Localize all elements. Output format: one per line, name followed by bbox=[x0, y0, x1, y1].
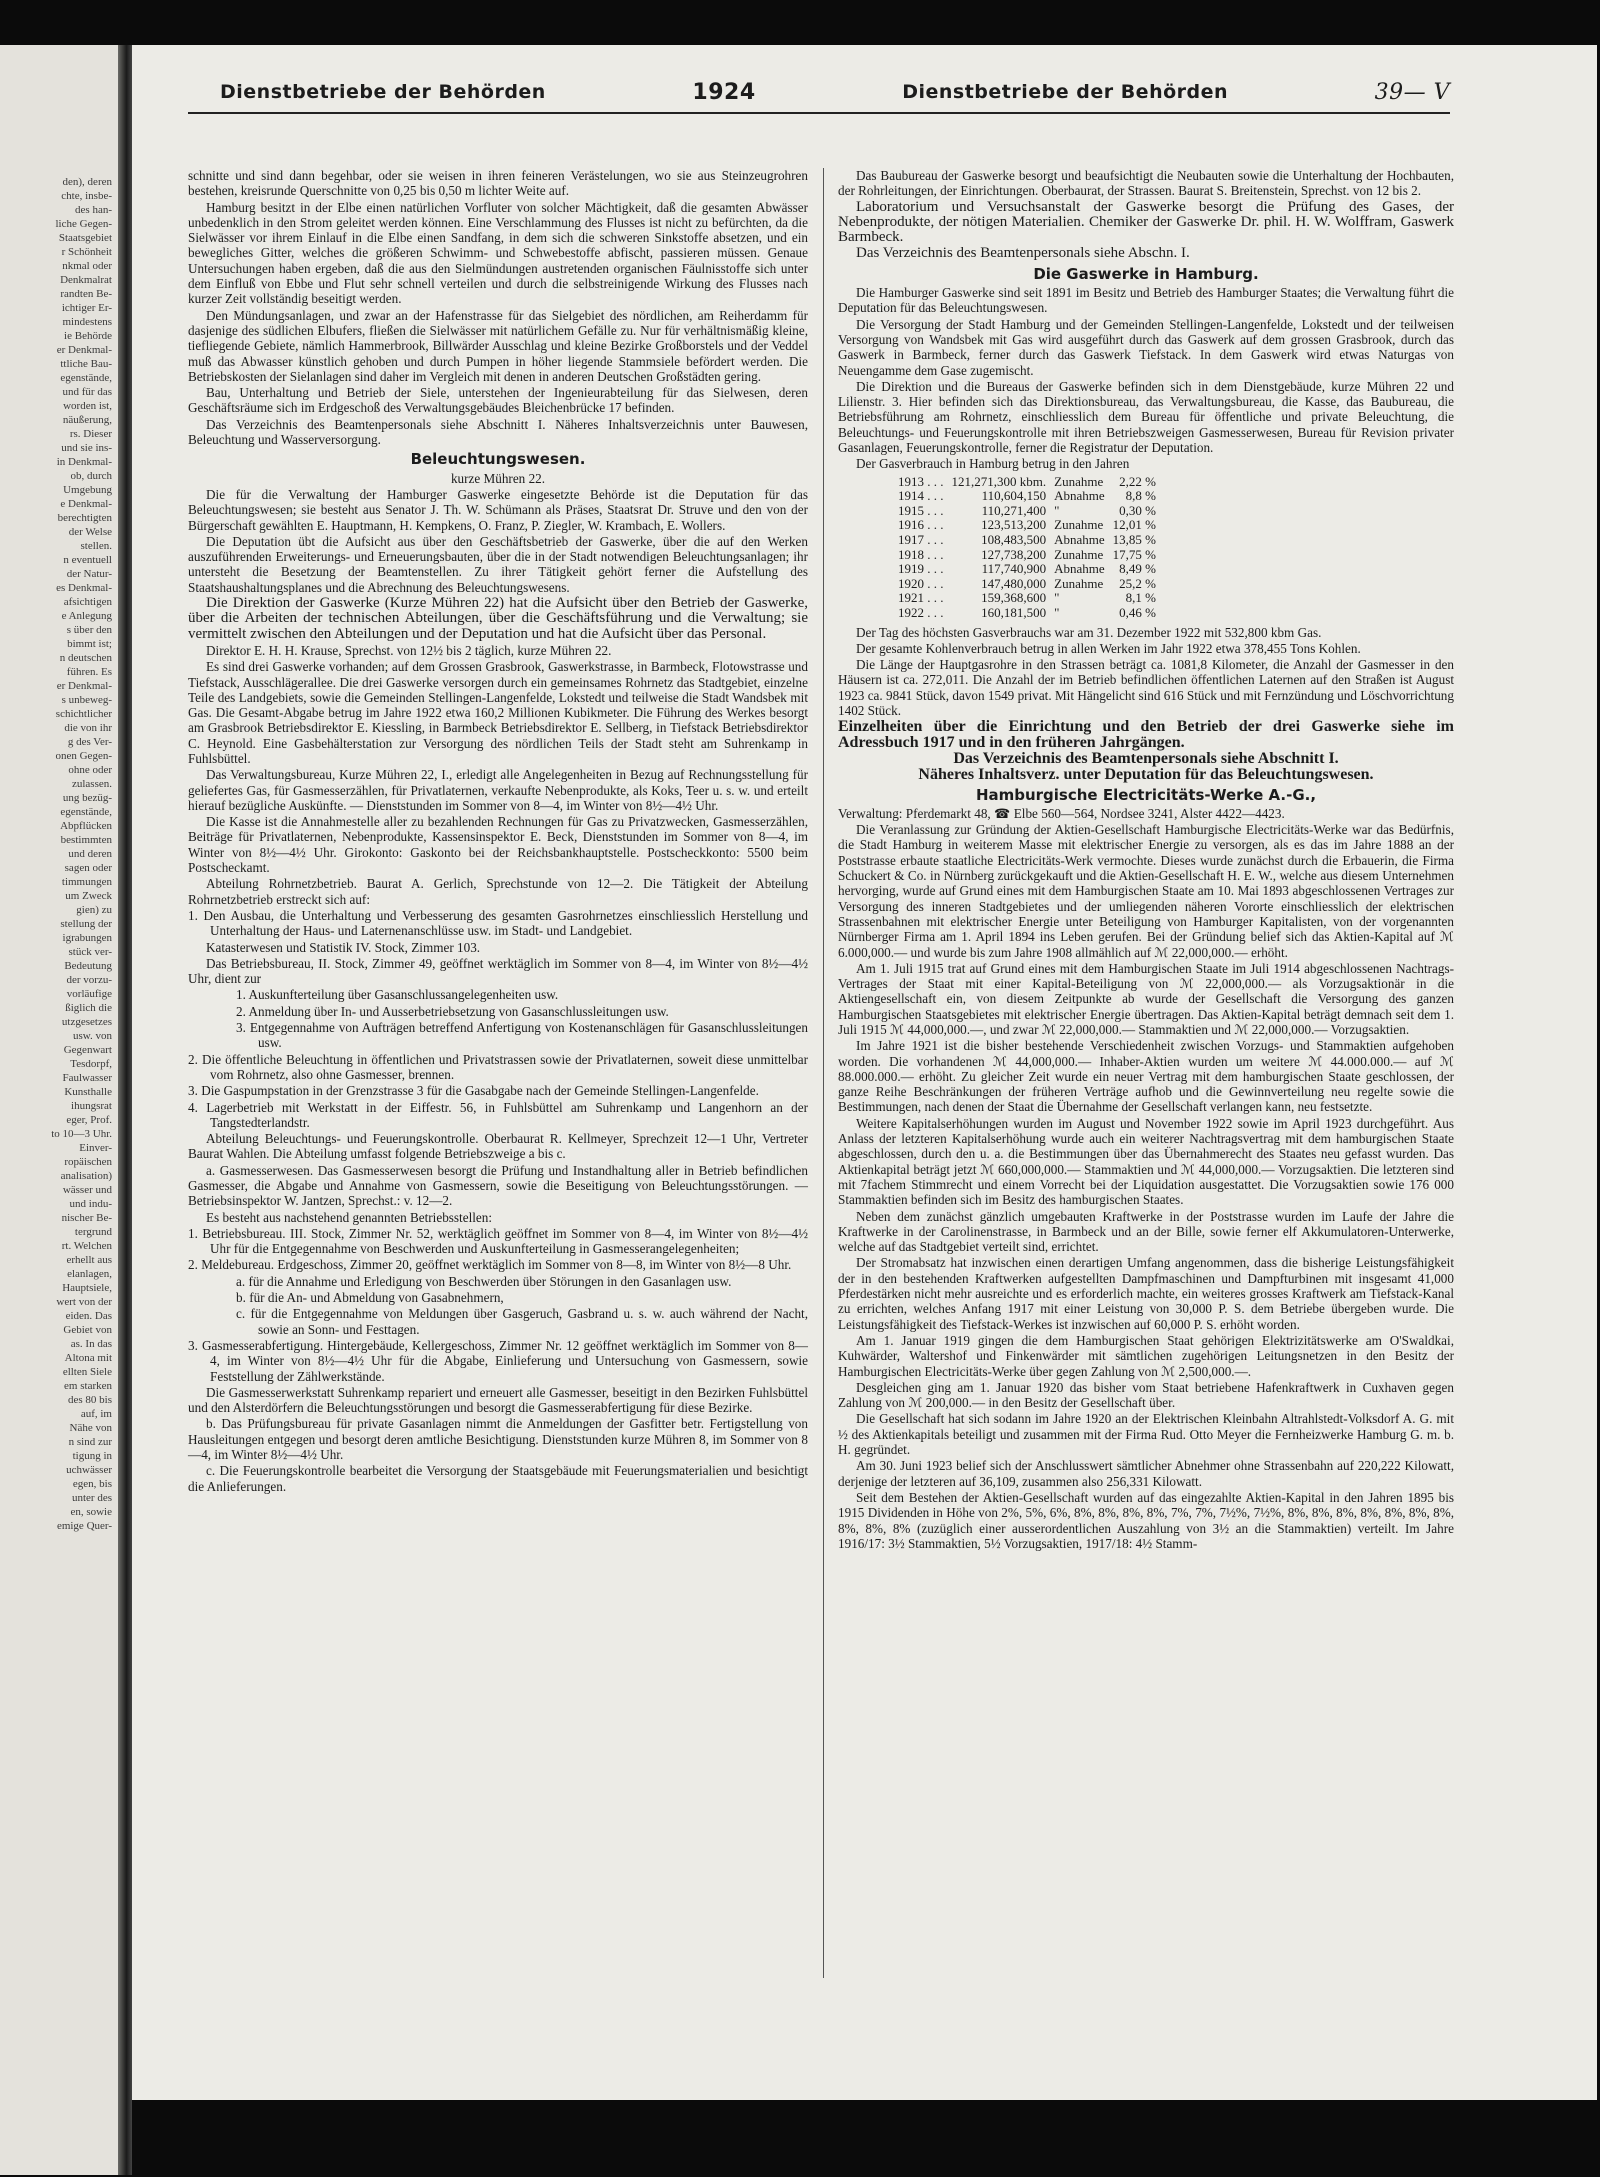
table-row bbox=[898, 489, 1164, 504]
adjacent-page-line: Umgebung bbox=[63, 484, 112, 496]
adjacent-page-line: ttliche Bau- bbox=[60, 358, 112, 370]
adjacent-page-line: r Schönheit bbox=[61, 246, 112, 258]
adjacent-page-line: erhellt aus bbox=[66, 1254, 112, 1266]
change-direction-cell: " bbox=[1054, 502, 1060, 518]
adjacent-page-line: rt. Welchen bbox=[61, 1240, 112, 1252]
adjacent-page-line: tergrund bbox=[74, 1226, 112, 1238]
adjacent-page-line: eiden. Das bbox=[65, 1310, 112, 1322]
year-cell: 1916 . . . bbox=[898, 517, 944, 533]
change-direction-cell: Zunahme bbox=[1054, 546, 1104, 562]
adjacent-page-line: egenstände, bbox=[60, 806, 112, 818]
adjacent-page-line: stellung der bbox=[60, 918, 112, 930]
change-percent-cell: 8,8 % bbox=[1125, 488, 1157, 504]
year-cell: 1919 . . . bbox=[898, 561, 944, 577]
change-direction-cell: Zunahme bbox=[1054, 575, 1104, 591]
adjacent-page-line: der vorzu- bbox=[66, 974, 112, 986]
adjacent-page-line: den), deren bbox=[62, 176, 112, 188]
adjacent-page-line: Nähe von bbox=[69, 1422, 112, 1434]
adjacent-page-line: Gegenwart bbox=[63, 1044, 112, 1056]
list-item: 4. Lagerbetrieb mit Werkstatt in der Eiffestr. 56, in Fuhlsbüttel am Suhrenkamp und Langenhorn an der Tangstedterlandstr. bbox=[188, 1099, 808, 1130]
section-heading-gaswerke: Die Gaswerke in Hamburg. bbox=[1033, 264, 1259, 283]
adjacent-page-line: mindestens bbox=[62, 316, 112, 328]
change-direction-cell: " bbox=[1054, 590, 1060, 606]
adjacent-page-line: Abpflücken bbox=[60, 820, 112, 832]
list-item: c. für die Entgegennahme von Meldungen über Gasgeruch, Gasbrand u. s. w. auch während der Nacht, sowie an Sonn- und Festtagen. bbox=[236, 1306, 808, 1337]
list-item: 1. Den Ausbau, die Unterhaltung und Verbesserung des gesamten Gasrohrnetzes einschliesslich Herstellung und Unterhaltung der Haus- und Laternenanschlüsse usw. im Stadt- und Landgebiet. bbox=[188, 907, 808, 939]
adjacent-page-line: egen, bis bbox=[72, 1478, 112, 1490]
adjacent-page-line: nischer Be- bbox=[61, 1212, 112, 1224]
adjacent-page-line: auf, im bbox=[80, 1408, 112, 1420]
adjacent-page-line: ellten Siele bbox=[62, 1366, 112, 1378]
table-row bbox=[898, 577, 1164, 592]
header-right-title: Dienstbetriebe der Behörden bbox=[902, 81, 1229, 103]
adjacent-page-line: sagen oder bbox=[64, 862, 112, 874]
change-percent-cell: 12,01 % bbox=[1112, 517, 1157, 533]
change-direction-cell: Zunahme bbox=[1054, 473, 1104, 489]
table-row bbox=[898, 504, 1164, 519]
adjacent-page-line: Tesdorpf, bbox=[70, 1058, 112, 1070]
change-percent-cell: 25,2 % bbox=[1119, 575, 1157, 591]
adjacent-page-line: nkmal oder bbox=[62, 260, 112, 272]
adjacent-page-line: unter des bbox=[71, 1492, 112, 1504]
adjacent-page-line: er Denkmal- bbox=[56, 680, 112, 692]
adjacent-page-line: und indu- bbox=[69, 1198, 112, 1210]
adjacent-page-line: ihungsrat bbox=[71, 1100, 112, 1112]
paragraph: Seit dem Bestehen der Aktien-Gesellschaft wurden auf das eingezahlte Aktien-Kapital in den Jahren 1895 bis 1915 Dividenden in Höhe von 2%, 5%, 6%, 8%, 8%, 8%, 8%, 7%, 7%, 7½%, 7½%, 8%, 8%, 8%, 8%, 8%, 8%, 8%, 8%, 8%, 8% (zuzüglich einer ausserordentlichen Auszahlung von 3½ an die Stammaktien) verteilt. Im Jahre 1916/17: 3½ Stammaktien, 5½ Vorzugsaktien, 1917/18: 4½ Stamm- bbox=[838, 1489, 1454, 1551]
value-cell: 121,271,300 kbm. bbox=[951, 473, 1047, 489]
list-item: 1. Auskunfterteilung über Gasanschlussangelegenheiten usw. bbox=[236, 987, 559, 1003]
paragraph: Die Direktion und die Bureaus der Gaswerke befinden sich in dem Dienstgebäude, kurze Mühren 22 und Lilienstr. 3. Hier befinden sich das Direktionsbureau, das Verwaltungsbureau, die Kasse, das Baubureau, die Betriebsführung am Rohrnetz, einschliesslich dem Bureau für öffentliche und private Beleuchtung, die Beleuchtungs- und Feuerungskontrolle mit ihren Betriebszweigen Gasmesserwesen, Bureau für Revision privater Gasanlagen, Feuerungskontrolle, ferner die Registratur der Deputation. bbox=[838, 378, 1454, 456]
adjacent-page-line: ropäischen bbox=[64, 1156, 112, 1168]
paragraph: Weitere Kapitalserhöhungen wurden im August und November 1922 sowie im April 1923 durchgeführt. Aus Anlass der letzteren Kapitalserhöhung wurde auch ein weiterer Nachtragsvertrag mit dem hamburgischen Staate abgeschlossen, durch den u. a. die Bestimmungen über das Übernahmerecht des Staates neu gefasst wurden. Das Aktienkapital beträgt jetzt ℳ 660,000,000.— Stammaktien und ℳ 44,000,000.— Vorzugsaktien. Die letzteren sind mit 7fachem Stimmrecht und einem Vorrecht bei der Liquidation ausgestattet. Die Vorzugsaktien sowie 176 000 Stammaktien befinden sich im Besitz des hamburgischen Staates. bbox=[838, 1115, 1454, 1208]
adjacent-page-line: randten Be- bbox=[60, 288, 112, 300]
value-cell: 147,480,000 bbox=[981, 575, 1047, 591]
adjacent-page-line: des han- bbox=[75, 204, 112, 216]
adjacent-page-line: n deutschen bbox=[59, 652, 112, 664]
table-row bbox=[898, 533, 1164, 548]
adjacent-page-line: ohne oder bbox=[68, 764, 112, 776]
adjacent-page-line: eger, Prof. bbox=[66, 1114, 112, 1126]
adjacent-page-line: Gebiet von bbox=[63, 1324, 112, 1336]
adjacent-page-line: wässer und bbox=[62, 1184, 112, 1196]
adjacent-page-line: tigung in bbox=[72, 1450, 112, 1462]
paragraph: Der Tag des höchsten Gasverbrauchs war am 31. Dezember 1922 mit 532,800 kbm Gas. bbox=[856, 624, 1322, 640]
change-percent-cell: 8,1 % bbox=[1125, 590, 1157, 606]
paragraph: Bau, Unterhaltung und Betrieb der Siele, unterstehen der Ingenieurabteilung für das Sielwesen, deren Geschäftsräume sich im Erdgeschoß des Verwaltungsgebäudes Bleichenbrücke 17 befinden. bbox=[188, 385, 808, 416]
adjacent-page-line: afsichtigen bbox=[63, 596, 112, 608]
value-cell: 110,604,150 bbox=[981, 488, 1047, 504]
paragraph: Es sind drei Gaswerke vorhanden; auf dem Grossen Grasbrook, Gaswerkstrasse, in Barmbeck, Flotowstrasse und Tiefstack, Ausschlägerallee. Die drei Gaswerke versorgen durch ein gemeinsames Rohrnetz das Stadtgebiet, einzelne Teile des Landgebiets, sowie die Gemeinden Stellingen-Langenfelde, Lokstedt und teilweise die Stadt Wandsbek mit Gas. Die Gesamt-Abgabe betrug im Jahre 1922 etwa 160,2 Millionen Kubikmeter. Die Führung des Werkes besorgt am Grasbrook Betriebsdirektor E. Kiessling, in Barmbeck Betriebsdirektor E. Sellberg, in Tiefstack Betriebsdirektor C. Heynold. Eine Gasbehälterstation zur Versorgung des nördlichen Teils der Stadt steht am Suhrenkamp in Fuhlsbüttel. bbox=[188, 659, 808, 766]
header-rule bbox=[188, 112, 1450, 114]
paragraph: Der gesamte Kohlenverbrauch betrug in allen Werken im Jahr 1922 etwa 378,455 Tons Kohlen. bbox=[856, 640, 1361, 656]
list-item: 3. Die Gaspumpstation in der Grenzstrasse 3 für die Gasabgabe nach der Gemeinde Stellingen-Langenfelde. bbox=[188, 1083, 759, 1099]
adjacent-page-line: gien) zu bbox=[76, 904, 112, 916]
section-heading-hew: Hamburgische Electricitäts-Werke A.-G., bbox=[975, 785, 1317, 804]
adjacent-page-line: die von ihr bbox=[64, 722, 112, 734]
list-item: 2. Meldebureau. Erdgeschoss, Zimmer 20, geöffnet werktäglich im Sommer von 8—8, im Winter von 8½—8 Uhr. bbox=[188, 1257, 792, 1273]
value-cell: 159,368,600 bbox=[981, 590, 1047, 606]
year-cell: 1920 . . . bbox=[898, 575, 944, 591]
year-cell: 1914 . . . bbox=[898, 488, 944, 504]
paragraph: Direktor E. H. H. Krause, Sprechst. von 12½ bis 2 täglich, kurze Mühren 22. bbox=[206, 642, 612, 658]
paragraph: b. Das Prüfungsbureau für private Gasanlagen nimmt die Anmeldungen der Gasfitter betr. Fertigstellung von Hausleitungen entgegen und besorgt deren amtliche Besichtigung. Dienststunden kurze Mühren 8, im Sommer von 8—4, im Winter 8½—4½ Uhr. bbox=[188, 1416, 808, 1463]
adjacent-page-line: em starken bbox=[64, 1380, 112, 1392]
list-item: 3. Entgegennahme von Aufträgen betreffend Anfertigung von Kostenanschlägen für Gasanschlussleitungen usw. bbox=[236, 1020, 808, 1051]
adjacent-page-line: zulassen. bbox=[71, 778, 112, 790]
paragraph: Die Gasmesserwerkstatt Suhrenkamp repariert und erneuert alle Gasmesser, beseitigt in den Bezirken Fuhlsbüttel und den Alsterdörfern die Beleuchtungsstörungen und besorgt die Gasmesserabfertigung für diese Bezirke. bbox=[188, 1384, 808, 1416]
adjacent-page-line: wert von der bbox=[56, 1296, 112, 1308]
change-percent-cell: 0,30 % bbox=[1119, 502, 1157, 518]
list-item: 2. Die öffentliche Beleuchtung in öffentlichen und Privatstrassen sowie der Privatlaternen, soweit diese unmittelbar vom Rohrnetz, also ohne Gasmesser, brennen. bbox=[188, 1051, 808, 1082]
year-cell: 1922 . . . bbox=[898, 604, 944, 620]
paragraph: Die Deputation übt die Aufsicht aus über den Geschäftsbetrieb der Gaswerke, über die auf den Werken auszuführenden Erweiterungs- und Erneuerungsbauten, über die in der Stadt notwendigen Beleuchtungsanlagen; ihr untersteht die Besetzung der Beamtenstellen. Zu ihrer Tätigkeit gehört ferner die Aufstellung des Staatshaushaltungsplanes und die Abrechnung des Beleuchtungswesens. bbox=[188, 533, 808, 595]
table-row bbox=[898, 475, 1164, 490]
adjacent-page-line: des 80 bis bbox=[68, 1394, 112, 1406]
paragraph: Die für die Verwaltung der Hamburger Gaswerke eingesetzte Behörde ist die Deputation für das Beleuchtungswesen; sie besteht aus Senator J. Th. W. Schümann als Präses, Staatsrat Dr. Struve und den von der Bürgerschaft gewählten E. Hauptmann, H. Kempkens, O. Franz, P. Ziegler, W. Krambach, E. Wollers. bbox=[188, 486, 808, 533]
change-percent-cell: 0,46 % bbox=[1119, 604, 1157, 620]
year-cell: 1917 . . . bbox=[898, 532, 944, 548]
adjacent-page-line: Altona mit bbox=[64, 1352, 112, 1364]
scan-border bbox=[132, 2100, 1600, 2177]
change-percent-cell: 2,22 % bbox=[1119, 473, 1157, 489]
year-cell: 1913 . . . bbox=[898, 473, 944, 489]
paragraph: Einzelheiten über die Einrichtung und den Betrieb der drei Gaswerke siehe im Adressbuch 1917 und in den früheren Jahrgängen. bbox=[838, 718, 1454, 751]
adjacent-page-line: worden ist, bbox=[63, 400, 112, 412]
adjacent-page-line: elanlagen, bbox=[67, 1268, 112, 1280]
adjacent-page-line: und deren bbox=[68, 848, 112, 860]
adjacent-page-line: stück ver- bbox=[68, 946, 112, 958]
adjacent-page-line: as. In das bbox=[70, 1338, 112, 1350]
adjacent-page-line: s unbeweg- bbox=[61, 694, 112, 706]
adjacent-page-line: en, sowie bbox=[70, 1506, 112, 1518]
adjacent-page-line: Denkmalrat bbox=[60, 274, 112, 286]
list-item: 3. Gasmesserabfertigung. Hintergebäude, Kellergeschoss, Zimmer Nr. 12 geöffnet werktäglich im Sommer von 8—4, im Winter von 8½—4½ Uhr für die Abgabe, Einlieferung und Untersuchung von Gasmessern, sowie Feststellung der Zählwerkstände. bbox=[188, 1337, 808, 1384]
adjacent-page-line: stellen. bbox=[80, 540, 112, 552]
adjacent-page-line: analisation) bbox=[60, 1170, 112, 1182]
adjacent-page-fragment bbox=[0, 45, 118, 2175]
adjacent-page-line: ob, durch bbox=[70, 470, 112, 482]
year-cell: 1921 . . . bbox=[898, 590, 944, 606]
paragraph: Es besteht aus nachstehend genannten Betriebsstellen: bbox=[206, 1209, 493, 1225]
book-gutter bbox=[118, 45, 132, 2175]
change-direction-cell: Abnahme bbox=[1054, 532, 1105, 548]
running-header bbox=[220, 75, 1450, 109]
adjacent-page-line: Hauptsiele, bbox=[62, 1282, 112, 1294]
year-cell: 1918 . . . bbox=[898, 546, 944, 562]
paragraph: Verwaltung: Pferdemarkt 48, ☎ Elbe 560—564, Nordsee 3241, Alster 4422—4423. bbox=[838, 805, 1285, 821]
change-percent-cell: 17,75 % bbox=[1112, 546, 1157, 562]
section-address: kurze Mühren 22. bbox=[450, 470, 546, 486]
adjacent-page-line: vorläufige bbox=[66, 988, 112, 1000]
paragraph: Laboratorium und Versuchsanstalt der Gaswerke besorgt die Prüfung des Gases, der Nebenprodukte, der nötigen Materialien. Chemiker der Gaswerke Dr. phil. H. W. Wolffram, Gaswerk Barmbeck. bbox=[838, 198, 1454, 246]
paragraph: Abteilung Beleuchtungs- und Feuerungskontrolle. Oberbaurat R. Kellmeyer, Sprechzeit 12—1 Uhr, Vertreter Baurat Wahlen. Die Abteilung umfasst folgende Betriebszweige a bis c. bbox=[188, 1131, 808, 1162]
change-direction-cell: " bbox=[1054, 604, 1060, 620]
adjacent-page-line: to 10—3 Uhr. bbox=[51, 1128, 112, 1140]
table-row bbox=[898, 606, 1164, 621]
adjacent-page-line: egenstände, bbox=[60, 372, 112, 384]
adjacent-page-line: rs. Dieser bbox=[69, 428, 112, 440]
paragraph: Näheres Inhaltsverz. unter Deputation für das Beleuchtungswesen. bbox=[918, 766, 1374, 784]
adjacent-page-line: Einver- bbox=[79, 1142, 112, 1154]
change-percent-cell: 13,85 % bbox=[1112, 532, 1157, 548]
adjacent-page-line: e Denkmal- bbox=[60, 498, 112, 510]
paragraph: Neben dem zunächst gänzlich umgebauten Kraftwerke in der Poststrasse wurden im Laufe der Jahre die Kraftwerke in der Carolinenstrasse, in Barmbeck und an der Bille, sowie ferner elf Akkumulatoren-Unterwerke, welche auf das Stadtgebiet verteilt sind, errichtet. bbox=[838, 1208, 1454, 1255]
adjacent-page-line: und sie ins- bbox=[61, 442, 112, 454]
paragraph: Im Jahre 1921 ist die bisher bestehende Verschiedenheit zwischen Vorzugs- und Stammaktien aufgehoben worden. Die vorhandenen ℳ 44,000,000.— Inhaber-Aktien wurden um weitere ℳ 44.000.000.— auf ℳ 88.000.000.— erhöht. Zu gleicher Zeit wurde ein neuer Vertrag mit dem hamburgischen Staate geschlossen, der ganze Reihe Beschränkungen der früheren Verträge aufhob und die Gewinnverteilung neu regelte sowie die Bestimmungen, nach denen der Staat die Übernahme der Gesellschaft verlangen kann, neu festsetzte. bbox=[838, 1038, 1454, 1115]
paragraph: Die Gesellschaft hat sich sodann im Jahre 1920 an der Elektrischen Kleinbahn Altrahlstedt-Volksdorf A. G. mit ½ des Aktienkapitals beteiligt und zusammen mit der Firma Rud. Otto Meyer die Fernheizwerke Hamburg G. m. b. H. gegründet. bbox=[838, 1411, 1454, 1458]
adjacent-page-line: näußerung, bbox=[62, 414, 112, 426]
paragraph: Das Verwaltungsbureau, Kurze Mühren 22, I., erledigt alle Angelegenheiten in Bezug auf Rechnungsstellung für geliefertes Gas, für Gasmesserzählen, für Privatlaternen, verkaufte Nebenprodukte, als Koks, Teer u. s. w. und erteilt hierauf bezügliche Auskünfte. — Dienststunden im Sommer von 8—4, im Winter von 8½—4½ Uhr. bbox=[188, 767, 808, 813]
adjacent-page-line: emige Quer- bbox=[56, 1520, 112, 1532]
adjacent-page-line: bimmt ist; bbox=[67, 638, 112, 650]
paragraph: c. Die Feuerungskontrolle bearbeitet die Versorgung der Staatsgebäude mit Feuerungsmaterialien und besichtigt die Anlieferungen. bbox=[188, 1463, 808, 1494]
adjacent-page-line: Kunsthalle bbox=[64, 1086, 112, 1098]
adjacent-page-line: igrabungen bbox=[62, 932, 112, 944]
page-number: 39— V bbox=[1374, 79, 1450, 105]
paragraph: Das Betriebsbureau, II. Stock, Zimmer 49, geöffnet werktäglich im Sommer von 8—4, im Winter von 8½—4½ Uhr, dient zur bbox=[188, 955, 808, 987]
paragraph: Katasterwesen und Statistik IV. Stock, Zimmer 103. bbox=[206, 939, 481, 955]
adjacent-page-line: ichtiger Er- bbox=[61, 302, 112, 314]
adjacent-page-line: timmungen bbox=[61, 876, 112, 888]
adjacent-page-line: n eventuell bbox=[63, 554, 112, 566]
paragraph: Das Verzeichnis des Beamtenpersonals siehe Abschnitt I. bbox=[953, 749, 1339, 767]
section-heading-beleuchtungswesen: Beleuchtungswesen. bbox=[410, 450, 586, 469]
adjacent-page-line: ung bezüg- bbox=[62, 792, 112, 804]
left-column bbox=[188, 168, 808, 1495]
list-item: b. für die An- und Abmeldung von Gasabnehmern, bbox=[236, 1290, 504, 1306]
right-column bbox=[838, 168, 1454, 1552]
paragraph: Die Veranlassung zur Gründung der Aktien-Gesellschaft Hamburgische Electricitäts-Werke war das Bedürfnis, die Stadt Hamburg in weiterem Masse mit elektrischer Energie zu versorgen, als es das im Jahre 1888 an der Poststrasse erbaute staatliche Electricitäts-Werk vermochte. Dieses wurde zunächst durch die Erbauerin, die Firma Schuckert & Co. in Nürnberg zurückgekauft und die Aktien-Gesellschaft H. E. W., welche aus diesem Unternehmen hervorging, wurde auf Grund eines mit dem Hamburgischen Staate am 10. Mai 1893 abgeschlossenen Vertrages zur Versorgung des inneren Stadtgebietes und der umliegenden näheren Vororte einschliesslich der elektrischen Strassenbahnen mit elektrischer Energie unter Beteiligung von Hamburger Kapitalisten, von der vorgenannten Nürnberger Firma am 1. April 1894 ins Leben gerufen. Bei der Gründung belief sich das Aktien-Kapital auf ℳ 6.000,000.— und wurde bis zum Jahre 1908 allmählich auf ℳ 22,000,000.— erhöht. bbox=[838, 822, 1454, 960]
adjacent-page-line: uchwässer bbox=[66, 1464, 112, 1476]
paragraph: Der Stromabsatz hat inzwischen einen derartigen Umfang angenommen, dass die bisherige Leistungsfähigkeit der in den bestehenden Kraftwerken aufgestellten Dampfmaschinen und Dampfturbinen mit insgesamt 41,000 Pferdestärken nicht mehr ausreichte und es erforderlich machte, ein weiteres grosses Kraftwerk am Tiefstack-Kanal zu errichten, welches Anfang 1917 mit einer Leistung von 30,000 P. S. dem Betriebe übergeben wurde. Die Leistungsfähigkeit des Tiefstack-Werkes ist inzwischen auf 60,000 P. S. erhöht worden. bbox=[838, 1255, 1454, 1332]
table-row bbox=[898, 548, 1164, 563]
table-row bbox=[898, 518, 1164, 533]
adjacent-page-line: chte, insbe- bbox=[61, 190, 112, 202]
list-item: 2. Anmeldung über In- und Ausserbetriebsetzung von Gasanschlussleitungen usw. bbox=[236, 1003, 669, 1019]
list-item: 1. Betriebsbureau. III. Stock, Zimmer Nr. 52, werktäglich geöffnet im Sommer von 8—4, im Winter von 8½—4½ Uhr für die Entgegennahme von Beschwerden und Auskunfterteilung in Gasmesserangelegenheiten; bbox=[188, 1225, 808, 1257]
adjacent-page-line: n sind zur bbox=[68, 1436, 112, 1448]
adjacent-page-line: utzgesetzes bbox=[61, 1016, 112, 1028]
paragraph: Das Verzeichnis des Beamtenpersonals siehe Abschn. I. bbox=[856, 245, 1190, 262]
adjacent-page-line: Faulwasser bbox=[62, 1072, 112, 1084]
value-cell: 108,483,500 bbox=[981, 532, 1047, 548]
adjacent-page-line: schichtlicher bbox=[55, 708, 112, 720]
list-item: a. für die Annahme und Erledigung von Beschwerden über Störungen in den Gasanlagen usw. bbox=[236, 1273, 732, 1289]
paragraph: Die Direktion der Gaswerke (Kurze Mühren 22) hat die Aufsicht über den Betrieb der Gaswerke, über die Arbeiten der technischen Abteilungen, über die Geschäftsführung und die Verwaltung; sie vermittelt zwischen den Abteilungen und der Deputation und hat die Aufsicht über das Personal. bbox=[188, 595, 808, 642]
header-year: 1924 bbox=[692, 79, 756, 105]
adjacent-page-line: und für das bbox=[62, 386, 112, 398]
table-row bbox=[898, 562, 1164, 577]
paragraph: Die Länge der Hauptgasrohre in den Strassen beträgt ca. 1081,8 Kilometer, die Anzahl der Gasmesser in den Häusern ist ca. 272,011. Die Anzahl der im Betrieb befindlichen öffentlichen Laternen auf den Straßen ist August 1923 ca. 9841 Stück, davon 1549 privat. Mit Hängelicht sind 616 Stück und mit Fernzündung und Löschvorrichtung 1402 Stück. bbox=[838, 657, 1454, 719]
paragraph: Die Versorgung der Stadt Hamburg und der Gemeinden Stellingen-Langenfelde, Lokstedt und der teilweisen Versorgung von Wandsbek mit Gas wird ausgeführt durch das Gaswerk auf dem grossen Grasbrook, durch das Gaswerk in Barmbeck, ferner durch das Gaswerk Tiefstack. In dem Gaswerk wird etwas Naturgas von Neuengamme dem Gase zugemischt. bbox=[838, 316, 1454, 378]
header-left-title: Dienstbetriebe der Behörden bbox=[220, 81, 546, 103]
adjacent-page-line: Bedeutung bbox=[64, 960, 112, 972]
paragraph: a. Gasmesserwesen. Das Gasmesserwesen besorgt die Prüfung und Instandhaltung aller in Betrieb befindlichen Gasmesser, die Abgabe und Annahme von Gasmessern, sowie die Beseitigung von Beleuchtungsstörungen. — Betriebsinspektor W. Jantzen, Sprechst.: v. 12—2. bbox=[188, 1162, 808, 1209]
paragraph: Die Hamburger Gaswerke sind seit 1891 im Besitz und Betrieb des Hamburger Staates; die Verwaltung führt die Deputation für das Beleuchtungswesen. bbox=[838, 285, 1454, 316]
adjacent-page-line: ie Behörde bbox=[64, 330, 112, 342]
change-direction-cell: Abnahme bbox=[1054, 488, 1105, 504]
table-row bbox=[898, 591, 1164, 606]
paragraph: Hamburg besitzt in der Elbe einen natürlichen Vorfluter von solcher Mächtigkeit, daß die gesamten Abwässer unbedenklich in den Strom geleitet werden können. Eine Verschlammung des Flusses ist nicht zu befürchten, da die Sielwässer vor ihrem Einlauf in die Elbe einen Sandfang, in dem sich die schweren Sinkstoffe absetzen, und ein bewegliches Gitter, welches die größeren Schwimm- und Schwebestoffe abfischt, passieren müssen. Genaue Untersuchungen haben ergeben, daß die aus den Sielmündungen austretenden organischen Fäulnisstoffe sich unter dem Einfluß von Ebbe und Flut sehr schnell verteilen und durch die selbstreinigende Wirkung des Flusses nach kurzer Zeit vollständig beseitigt werden. bbox=[188, 199, 808, 307]
value-cell: 110,271,400 bbox=[981, 502, 1047, 518]
paragraph: Den Mündungsanlagen, und zwar an der Hafenstrasse für das Sielgebiet des nördlichen, am Reiherdamm für dasjenige des südlichen Elbufers, fließen die Sielwässer mit natürlichem Gefälle zu. Nur für verhältnismäßig kleine, tiefliegende Gebiete, nämlich Hammerbrook, Billwärder Ausschlag und kleine Bezirke Großborstels und der Veddel muß das Abwasser künstlich gehoben und durch Pumpen in höher liegende Stammsiele befördert werden. Die Betriebskosten der Sielanlagen sind daher im Vergleich mit denen in anderen Deutschen Großstädten gering. bbox=[188, 307, 808, 384]
adjacent-page-line: g des Ver- bbox=[67, 736, 112, 748]
adjacent-page-line: der Welse bbox=[68, 526, 112, 538]
adjacent-page-line: s über den bbox=[66, 624, 112, 636]
paragraph: Am 30. Juni 1923 belief sich der Anschlusswert sämtlicher Abnehmer ohne Strassenbahn auf 220,222 Kilowatt, derjenige der letzteren auf 36,109, zusammen also 256,331 Kilowatt. bbox=[838, 1458, 1454, 1489]
adjacent-page-line: er Denkmal- bbox=[56, 344, 112, 356]
paragraph: Abteilung Rohrnetzbetrieb. Baurat A. Gerlich, Sprechstunde von 12—2. Die Tätigkeit der Abteilung Rohrnetzbetrieb erstreckt sich auf: bbox=[188, 876, 808, 907]
value-cell: 123,513,200 bbox=[981, 517, 1047, 533]
adjacent-page-line: Staatsgebiet bbox=[58, 232, 112, 244]
adjacent-page-line: bestimmten bbox=[60, 834, 112, 846]
adjacent-page-line: es Denkmal- bbox=[56, 582, 112, 594]
adjacent-page-line: berechtigten bbox=[57, 512, 112, 524]
change-percent-cell: 8,49 % bbox=[1119, 561, 1157, 577]
paragraph: Am 1. Januar 1919 gingen die dem Hamburgischen Staat gehörigen Elektrizitätswerke am O'Swaldkai, Kuhwärder, Waltershof und Finkenwärder mit sämtlichen zugehörigen Leitungsnetzen in den Besitz der Hamburgischen Electricitäts-Werke über gegen Zahlung von ℳ 2,500,000.—. bbox=[838, 1332, 1454, 1379]
paragraph: Der Gasverbrauch in Hamburg betrug in den Jahren bbox=[856, 456, 1130, 472]
adjacent-page-line: um Zweck bbox=[65, 890, 112, 902]
value-cell: 160,181,500 bbox=[981, 604, 1047, 620]
value-cell: 127,738,200 bbox=[981, 546, 1047, 562]
adjacent-page-line: e Anlegung bbox=[61, 610, 112, 622]
value-cell: 117,740,900 bbox=[981, 561, 1047, 577]
paragraph: Das Baubureau der Gaswerke besorgt und beaufsichtigt die Neubauten sowie die Unterhaltung der Hochbauten, der Rohrleitungen, der Einrichtungen. Oberbaurat, der Strassen. Baurat S. Breitenstein, Sprechst. von 12 bis 2. bbox=[838, 168, 1454, 199]
year-cell: 1915 . . . bbox=[898, 502, 944, 518]
paragraph: Am 1. Juli 1915 trat auf Grund eines mit dem Hamburgischen Staate im Juli 1914 abgeschlossenen Nachtrags-Vertrages der Staat mit einer Kapital-Beteiligung von ℳ 22,000,000.— als Vorzugsaktionär in die Aktiengesellschaft ein, von diesem Zeitpunkte ab wurde der Gesellschaft die Versorgung des ganzen Hamburgischen Staatsgebietes mit elektrischer Energie übertragen. Das Aktien-Kapital beträgt demnach seit dem 1. Juli 1915 ℳ 44,000,000.—, und zwar ℳ 22,000,000.— Stammaktien und ℳ 22,000,000.— Vorzugsaktien. bbox=[838, 960, 1454, 1037]
paragraph: Die Kasse ist die Annahmestelle aller zu bezahlenden Rechnungen für Gas zu Privatzwecken, Gasmesserzählen, Beiträge für Privatlaternen, Nebenprodukte, Kassensinspektor E. Beck, Dienststunden im Sommer von 8—4, im Winter von 8½—4½ Uhr. Girokonto: Gaskonto bei der Reichsbankhauptstelle. Postscheckkonto: 5500 beim Postscheckamt. bbox=[188, 814, 808, 876]
change-direction-cell: Abnahme bbox=[1054, 561, 1105, 577]
column-rule bbox=[823, 168, 824, 1978]
adjacent-page-line: usw. von bbox=[72, 1030, 112, 1042]
adjacent-page-line: ßiglich die bbox=[65, 1002, 112, 1014]
paragraph: Das Verzeichnis des Beamtenpersonals siehe Abschnitt I. Näheres Inhaltsverzeichnis unter Bauwesen, Beleuchtung und Wasserversorgung. bbox=[188, 416, 808, 448]
paragraph: schnitte und sind dann begehbar, oder sie weisen in ihren feineren Verästelungen, wo sie aus Steinzeugrohren bestehen, kreisrunde Querschnitte von 0,25 bis 0,50 m lichter Weite auf. bbox=[188, 168, 808, 199]
change-direction-cell: Zunahme bbox=[1054, 517, 1104, 533]
gas-consumption-table bbox=[898, 475, 1164, 621]
adjacent-page-line: onen Gegen- bbox=[55, 750, 112, 762]
adjacent-page-text bbox=[0, 175, 112, 1533]
adjacent-page-line: in Denkmal- bbox=[56, 456, 112, 468]
adjacent-page-line: der Natur- bbox=[66, 568, 112, 580]
paragraph: Desgleichen ging am 1. Januar 1920 das bisher vom Staat betriebene Hafenkraftwerk in Cuxhaven gegen Zahlung von ℳ 200,000.— in den Besitz der Gesellschaft über. bbox=[838, 1379, 1454, 1411]
adjacent-page-line: führen. Es bbox=[66, 666, 112, 678]
adjacent-page-line: liche Gegen- bbox=[55, 218, 112, 230]
